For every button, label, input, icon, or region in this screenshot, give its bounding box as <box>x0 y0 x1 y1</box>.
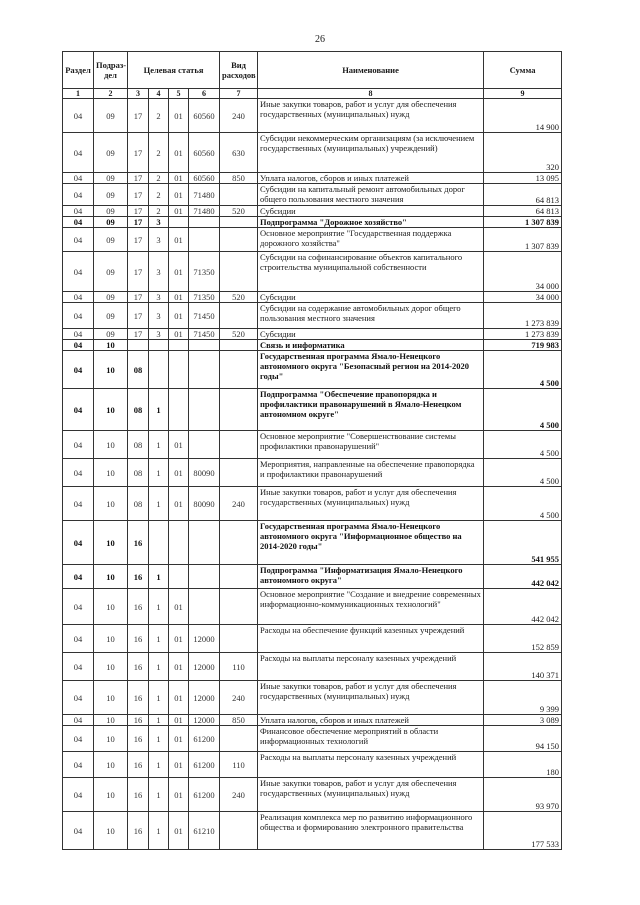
event-cell <box>169 521 189 565</box>
podrazdel-cell: 10 <box>94 681 128 715</box>
subprogram-cell: 3 <box>149 329 169 340</box>
event-cell: 01 <box>169 99 189 133</box>
sum-cell: 140 371 <box>484 653 562 681</box>
event-cell: 01 <box>169 812 189 850</box>
sum-cell: 719 983 <box>484 340 562 351</box>
program-cell: 17 <box>128 252 149 292</box>
table-row <box>63 653 562 681</box>
event-cell: 01 <box>169 459 189 487</box>
direction-cell: 12000 <box>189 653 220 681</box>
event-cell: 01 <box>169 681 189 715</box>
podrazdel-cell: 10 <box>94 625 128 653</box>
podrazdel-cell: 09 <box>94 252 128 292</box>
program-cell: 16 <box>128 778 149 812</box>
sum-cell: 4 500 <box>484 351 562 389</box>
razdel-cell: 04 <box>63 487 94 521</box>
event-cell: 01 <box>169 726 189 752</box>
sum-cell: 3 089 <box>484 715 562 726</box>
expense-type-cell <box>220 389 258 431</box>
program-cell: 08 <box>128 459 149 487</box>
subprogram-cell: 1 <box>149 487 169 521</box>
podrazdel-cell: 10 <box>94 715 128 726</box>
program-cell: 16 <box>128 726 149 752</box>
table-row <box>63 625 562 653</box>
razdel-cell: 04 <box>63 340 94 351</box>
header-razdel: Раздел <box>63 52 94 89</box>
podrazdel-cell: 10 <box>94 726 128 752</box>
subprogram-cell: 1 <box>149 778 169 812</box>
table-row <box>63 812 562 850</box>
program-cell: 08 <box>128 351 149 389</box>
column-number: 9 <box>484 89 562 99</box>
program-cell: 17 <box>128 228 149 252</box>
sum-cell: 1 273 839 <box>484 329 562 340</box>
sum-cell: 177 533 <box>484 812 562 850</box>
table-row <box>63 565 562 589</box>
sum-cell: 4 500 <box>484 459 562 487</box>
direction-cell <box>189 340 220 351</box>
table-row <box>63 184 562 206</box>
podrazdel-cell: 10 <box>94 565 128 589</box>
column-number: 7 <box>220 89 258 99</box>
direction-cell <box>189 389 220 431</box>
razdel-cell: 04 <box>63 812 94 850</box>
sum-cell: 152 859 <box>484 625 562 653</box>
razdel-cell: 04 <box>63 351 94 389</box>
header-vid-rashodov: Вид расходов <box>220 52 258 89</box>
razdel-cell: 04 <box>63 184 94 206</box>
name-cell: Иные закупки товаров, работ и услуг для обеспечения государственных (муниципальных) нужд <box>258 487 484 521</box>
razdel-cell: 04 <box>63 681 94 715</box>
expense-type-cell <box>220 340 258 351</box>
razdel-cell: 04 <box>63 431 94 459</box>
table-row <box>63 521 562 565</box>
table-row <box>63 340 562 351</box>
podrazdel-cell: 10 <box>94 812 128 850</box>
direction-cell <box>189 431 220 459</box>
subprogram-cell: 1 <box>149 459 169 487</box>
program-cell: 17 <box>128 217 149 228</box>
subprogram-cell: 1 <box>149 681 169 715</box>
program-cell: 08 <box>128 487 149 521</box>
razdel-cell: 04 <box>63 228 94 252</box>
event-cell: 01 <box>169 303 189 329</box>
table-row <box>63 173 562 184</box>
direction-cell <box>189 521 220 565</box>
razdel-cell: 04 <box>63 99 94 133</box>
subprogram-cell: 1 <box>149 625 169 653</box>
header-summa: Сумма <box>484 52 562 89</box>
event-cell: 01 <box>169 715 189 726</box>
name-cell: Финансовое обеспечение мероприятий в области информационных технологий <box>258 726 484 752</box>
event-cell: 01 <box>169 184 189 206</box>
sum-cell: 1 307 839 <box>484 217 562 228</box>
event-cell: 01 <box>169 329 189 340</box>
podrazdel-cell: 09 <box>94 173 128 184</box>
column-number: 5 <box>169 89 189 99</box>
expense-type-cell: 850 <box>220 715 258 726</box>
razdel-cell: 04 <box>63 206 94 217</box>
sum-cell: 93 970 <box>484 778 562 812</box>
name-cell: Реализация комплекса мер по развитию информационного общества и формированию электронного правительства <box>258 812 484 850</box>
name-cell: Связь и информатика <box>258 340 484 351</box>
expense-type-cell <box>220 184 258 206</box>
podrazdel-cell: 10 <box>94 487 128 521</box>
sum-cell: 4 500 <box>484 389 562 431</box>
event-cell: 01 <box>169 653 189 681</box>
table-row <box>63 726 562 752</box>
name-cell: Основное мероприятие "Совершенствование системы профилактики правонарушений" <box>258 431 484 459</box>
podrazdel-cell: 09 <box>94 303 128 329</box>
table-row <box>63 589 562 625</box>
direction-cell <box>189 351 220 389</box>
razdel-cell: 04 <box>63 329 94 340</box>
program-cell <box>128 340 149 351</box>
table-row <box>63 681 562 715</box>
table-row <box>63 351 562 389</box>
expense-type-cell <box>220 812 258 850</box>
expense-type-cell <box>220 589 258 625</box>
table-row <box>63 431 562 459</box>
subprogram-cell: 1 <box>149 389 169 431</box>
program-cell: 16 <box>128 812 149 850</box>
direction-cell <box>189 589 220 625</box>
table-row <box>63 228 562 252</box>
subprogram-cell: 3 <box>149 228 169 252</box>
name-cell: Субсидии на капитальный ремонт автомобильных дорог общего пользования местного значения <box>258 184 484 206</box>
direction-cell: 71450 <box>189 329 220 340</box>
program-cell: 17 <box>128 303 149 329</box>
razdel-cell: 04 <box>63 752 94 778</box>
direction-cell <box>189 565 220 589</box>
sum-cell: 94 150 <box>484 726 562 752</box>
razdel-cell: 04 <box>63 653 94 681</box>
program-cell: 16 <box>128 681 149 715</box>
name-cell: Основное мероприятие "Государственная поддержка дорожного хозяйства" <box>258 228 484 252</box>
razdel-cell: 04 <box>63 173 94 184</box>
expense-type-cell <box>220 726 258 752</box>
sum-cell: 13 095 <box>484 173 562 184</box>
expense-type-cell <box>220 303 258 329</box>
table-row <box>63 459 562 487</box>
expense-type-cell: 520 <box>220 292 258 303</box>
expense-type-cell: 240 <box>220 487 258 521</box>
direction-cell: 60560 <box>189 99 220 133</box>
podrazdel-cell: 10 <box>94 752 128 778</box>
program-cell: 17 <box>128 184 149 206</box>
sum-cell: 442 042 <box>484 589 562 625</box>
event-cell <box>169 389 189 431</box>
subprogram-cell <box>149 521 169 565</box>
expense-type-cell: 110 <box>220 752 258 778</box>
table-row <box>63 206 562 217</box>
program-cell: 17 <box>128 292 149 303</box>
direction-cell: 60560 <box>189 133 220 173</box>
subprogram-cell: 1 <box>149 715 169 726</box>
name-cell: Иные закупки товаров, работ и услуг для обеспечения государственных (муниципальных) нужд <box>258 99 484 133</box>
sum-cell: 4 500 <box>484 431 562 459</box>
event-cell: 01 <box>169 173 189 184</box>
sum-cell: 180 <box>484 752 562 778</box>
event-cell <box>169 565 189 589</box>
expense-type-cell <box>220 351 258 389</box>
name-cell: Субсидии на содержание автомобильных дорог общего пользования местного значения <box>258 303 484 329</box>
header-podrazdel: Подраз- дел <box>94 52 128 89</box>
program-cell: 08 <box>128 431 149 459</box>
razdel-cell: 04 <box>63 459 94 487</box>
column-number: 6 <box>189 89 220 99</box>
subprogram-cell: 3 <box>149 252 169 292</box>
name-cell: Мероприятия, направленные на обеспечение правопорядка и профилактики правонарушений <box>258 459 484 487</box>
name-cell: Субсидии на софинансирование объектов капитального строительства муниципальной собственности <box>258 252 484 292</box>
program-cell: 16 <box>128 625 149 653</box>
event-cell <box>169 351 189 389</box>
subprogram-cell: 2 <box>149 184 169 206</box>
column-number: 8 <box>258 89 484 99</box>
expense-type-cell: 630 <box>220 133 258 173</box>
name-cell: Субсидии <box>258 206 484 217</box>
podrazdel-cell: 09 <box>94 217 128 228</box>
name-cell: Государственная программа Ямало-Ненецкого автономного округа "Безопасный регион на 2014-2020 годы" <box>258 351 484 389</box>
direction-cell: 61210 <box>189 812 220 850</box>
sum-cell: 14 900 <box>484 99 562 133</box>
podrazdel-cell: 09 <box>94 329 128 340</box>
name-cell: Подпрограмма "Обеспечение правопорядка и профилактики правонарушений в Ямало-Ненецком автономном округе" <box>258 389 484 431</box>
sum-cell: 9 399 <box>484 681 562 715</box>
program-cell: 16 <box>128 565 149 589</box>
direction-cell <box>189 228 220 252</box>
event-cell: 01 <box>169 206 189 217</box>
expense-type-cell <box>220 217 258 228</box>
program-cell: 16 <box>128 752 149 778</box>
subprogram-cell: 3 <box>149 217 169 228</box>
razdel-cell: 04 <box>63 292 94 303</box>
event-cell: 01 <box>169 487 189 521</box>
program-cell: 17 <box>128 173 149 184</box>
sum-cell: 4 500 <box>484 487 562 521</box>
column-number: 2 <box>94 89 128 99</box>
subprogram-cell: 2 <box>149 173 169 184</box>
sum-cell: 1 307 839 <box>484 228 562 252</box>
podrazdel-cell: 09 <box>94 99 128 133</box>
direction-cell: 80090 <box>189 459 220 487</box>
column-number-row <box>63 89 562 99</box>
direction-cell: 71480 <box>189 184 220 206</box>
direction-cell: 71350 <box>189 292 220 303</box>
subprogram-cell: 3 <box>149 303 169 329</box>
table-row <box>63 329 562 340</box>
expense-type-cell: 520 <box>220 329 258 340</box>
expense-type-cell <box>220 565 258 589</box>
event-cell: 01 <box>169 778 189 812</box>
direction-cell: 71480 <box>189 206 220 217</box>
direction-cell: 71350 <box>189 252 220 292</box>
sum-cell: 34 000 <box>484 292 562 303</box>
razdel-cell: 04 <box>63 778 94 812</box>
subprogram-cell: 1 <box>149 565 169 589</box>
name-cell: Иные закупки товаров, работ и услуг для обеспечения государственных (муниципальных) нужд <box>258 681 484 715</box>
name-cell: Иные закупки товаров, работ и услуг для обеспечения государственных (муниципальных) нужд <box>258 778 484 812</box>
razdel-cell: 04 <box>63 252 94 292</box>
subprogram-cell: 3 <box>149 292 169 303</box>
name-cell: Уплата налогов, сборов и иных платежей <box>258 173 484 184</box>
direction-cell: 61200 <box>189 726 220 752</box>
event-cell: 01 <box>169 292 189 303</box>
expense-type-cell: 240 <box>220 681 258 715</box>
podrazdel-cell: 09 <box>94 133 128 173</box>
table-row <box>63 217 562 228</box>
razdel-cell: 04 <box>63 389 94 431</box>
program-cell: 16 <box>128 715 149 726</box>
table-row <box>63 752 562 778</box>
program-cell: 17 <box>128 329 149 340</box>
subprogram-cell: 2 <box>149 206 169 217</box>
name-cell: Субсидии некоммерческим организациям (за исключением государственных (муниципальных) учреждений) <box>258 133 484 173</box>
header-celevaya-statya: Целевая статья <box>128 52 220 89</box>
program-cell: 08 <box>128 389 149 431</box>
name-cell: Подпрограмма "Информатизация Ямало-Ненецкого автономного округа" <box>258 565 484 589</box>
sum-cell: 541 955 <box>484 521 562 565</box>
expense-type-cell <box>220 228 258 252</box>
name-cell: Расходы на выплаты персоналу казенных учреждений <box>258 653 484 681</box>
table-row <box>63 133 562 173</box>
event-cell: 01 <box>169 589 189 625</box>
razdel-cell: 04 <box>63 133 94 173</box>
podrazdel-cell: 09 <box>94 184 128 206</box>
sum-cell: 442 042 <box>484 565 562 589</box>
event-cell: 01 <box>169 133 189 173</box>
event-cell: 01 <box>169 431 189 459</box>
name-cell: Основное мероприятие "Создание и внедрение современных информационно-коммуникационных технологий" <box>258 589 484 625</box>
table-row <box>63 303 562 329</box>
header-row <box>63 52 562 89</box>
table-row <box>63 252 562 292</box>
subprogram-cell: 1 <box>149 431 169 459</box>
expense-type-cell <box>220 252 258 292</box>
podrazdel-cell: 09 <box>94 206 128 217</box>
direction-cell: 12000 <box>189 715 220 726</box>
podrazdel-cell: 10 <box>94 778 128 812</box>
table-row <box>63 99 562 133</box>
budget-table <box>62 51 562 850</box>
expense-type-cell <box>220 431 258 459</box>
direction-cell: 60560 <box>189 173 220 184</box>
header-naimenovanie: Наименование <box>258 52 484 89</box>
subprogram-cell <box>149 340 169 351</box>
direction-cell: 12000 <box>189 625 220 653</box>
sum-cell: 64 813 <box>484 206 562 217</box>
subprogram-cell <box>149 351 169 389</box>
podrazdel-cell: 10 <box>94 653 128 681</box>
name-cell: Субсидии <box>258 292 484 303</box>
table-row <box>63 715 562 726</box>
subprogram-cell: 1 <box>149 752 169 778</box>
podrazdel-cell: 09 <box>94 292 128 303</box>
razdel-cell: 04 <box>63 589 94 625</box>
razdel-cell: 04 <box>63 565 94 589</box>
subprogram-cell: 2 <box>149 99 169 133</box>
name-cell: Субсидии <box>258 329 484 340</box>
expense-type-cell <box>220 625 258 653</box>
sum-cell: 64 813 <box>484 184 562 206</box>
event-cell <box>169 217 189 228</box>
event-cell: 01 <box>169 228 189 252</box>
sum-cell: 34 000 <box>484 252 562 292</box>
program-cell: 17 <box>128 206 149 217</box>
subprogram-cell: 2 <box>149 133 169 173</box>
razdel-cell: 04 <box>63 726 94 752</box>
subprogram-cell: 1 <box>149 726 169 752</box>
expense-type-cell: 520 <box>220 206 258 217</box>
direction-cell: 71450 <box>189 303 220 329</box>
expense-type-cell: 240 <box>220 778 258 812</box>
program-cell: 16 <box>128 653 149 681</box>
expense-type-cell <box>220 521 258 565</box>
column-number: 4 <box>149 89 169 99</box>
sum-cell: 320 <box>484 133 562 173</box>
column-number: 1 <box>63 89 94 99</box>
column-number: 3 <box>128 89 149 99</box>
name-cell: Государственная программа Ямало-Ненецкого автономного округа "Информационное общество на 2014-2020 годы" <box>258 521 484 565</box>
podrazdel-cell: 10 <box>94 431 128 459</box>
direction-cell: 61200 <box>189 778 220 812</box>
name-cell: Уплата налогов, сборов и иных платежей <box>258 715 484 726</box>
razdel-cell: 04 <box>63 303 94 329</box>
expense-type-cell: 240 <box>220 99 258 133</box>
podrazdel-cell: 10 <box>94 521 128 565</box>
table-row <box>63 778 562 812</box>
program-cell: 16 <box>128 589 149 625</box>
subprogram-cell: 1 <box>149 812 169 850</box>
table-row <box>63 389 562 431</box>
podrazdel-cell: 10 <box>94 389 128 431</box>
name-cell: Подпрограмма "Дорожное хозяйство" <box>258 217 484 228</box>
event-cell <box>169 340 189 351</box>
podrazdel-cell: 10 <box>94 459 128 487</box>
razdel-cell: 04 <box>63 521 94 565</box>
podrazdel-cell: 10 <box>94 351 128 389</box>
expense-type-cell: 850 <box>220 173 258 184</box>
table-row <box>63 487 562 521</box>
direction-cell: 12000 <box>189 681 220 715</box>
podrazdel-cell: 09 <box>94 228 128 252</box>
name-cell: Расходы на выплаты персоналу казенных учреждений <box>258 752 484 778</box>
subprogram-cell: 1 <box>149 653 169 681</box>
direction-cell: 80090 <box>189 487 220 521</box>
subprogram-cell: 1 <box>149 589 169 625</box>
sum-cell: 1 273 839 <box>484 303 562 329</box>
event-cell: 01 <box>169 752 189 778</box>
page-number: 26 <box>315 34 325 45</box>
expense-type-cell <box>220 459 258 487</box>
table-row <box>63 292 562 303</box>
event-cell: 01 <box>169 252 189 292</box>
razdel-cell: 04 <box>63 217 94 228</box>
razdel-cell: 04 <box>63 625 94 653</box>
program-cell: 17 <box>128 133 149 173</box>
expense-type-cell: 110 <box>220 653 258 681</box>
event-cell: 01 <box>169 625 189 653</box>
program-cell: 16 <box>128 521 149 565</box>
program-cell: 17 <box>128 99 149 133</box>
name-cell: Расходы на обеспечение функций казенных учреждений <box>258 625 484 653</box>
direction-cell <box>189 217 220 228</box>
podrazdel-cell: 10 <box>94 589 128 625</box>
direction-cell: 61200 <box>189 752 220 778</box>
razdel-cell: 04 <box>63 715 94 726</box>
podrazdel-cell: 10 <box>94 340 128 351</box>
